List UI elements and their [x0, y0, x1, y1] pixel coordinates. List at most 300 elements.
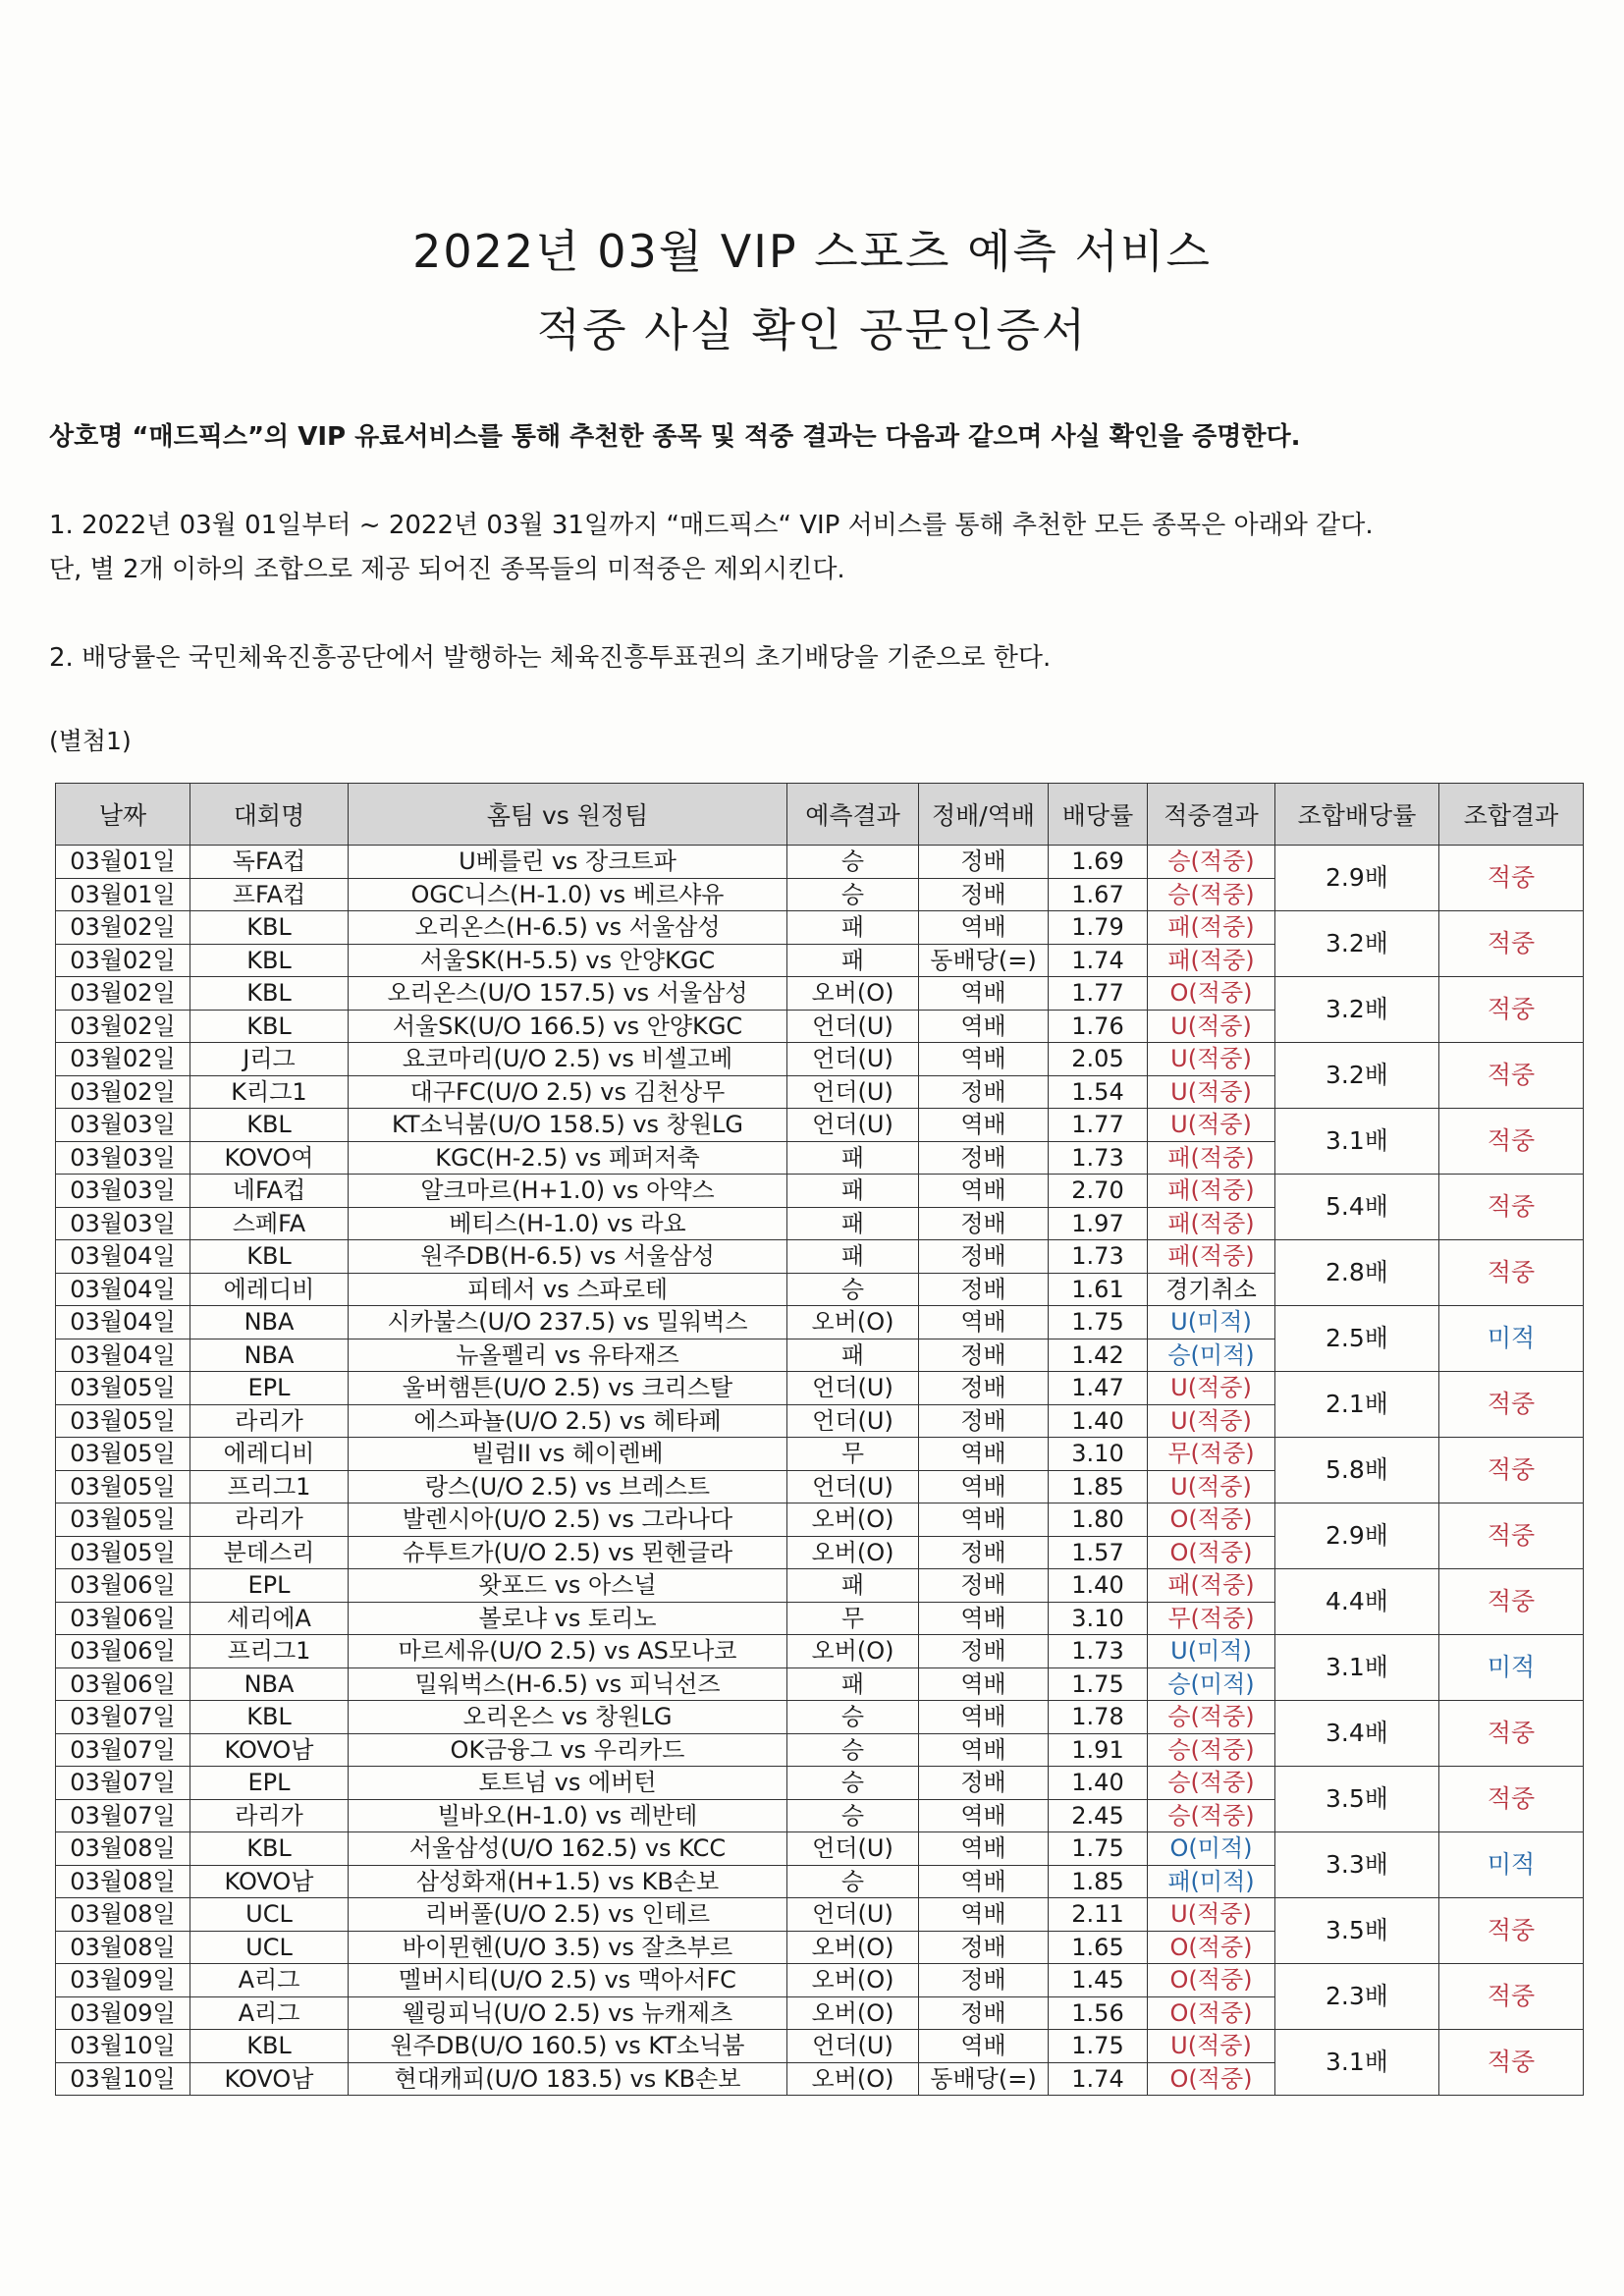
header-favorite: 정배/역배 — [919, 784, 1049, 846]
row-match: KGC(H-2.5) vs 페퍼저축 — [349, 1141, 787, 1175]
row-match: 멜버시티(U/O 2.5) vs 맥아서FC — [349, 1964, 787, 1997]
row-date: 03월02일 — [56, 977, 190, 1011]
combo-result: 적중 — [1439, 1438, 1584, 1503]
row-pick: 패 — [787, 1667, 919, 1701]
combo-result: 미적 — [1439, 1832, 1584, 1898]
row-date: 03월01일 — [56, 878, 190, 911]
row-odds: 1.45 — [1049, 1964, 1148, 1997]
row-pick: 언더(U) — [787, 1075, 919, 1109]
row-match: 에스파뇰(U/O 2.5) vs 헤타페 — [349, 1404, 787, 1438]
row-date: 03월09일 — [56, 1996, 190, 2030]
row-pick: 언더(U) — [787, 1372, 919, 1405]
row-odds: 1.67 — [1049, 878, 1148, 911]
row-date: 03월05일 — [56, 1536, 190, 1569]
row-odds: 2.05 — [1049, 1043, 1148, 1076]
row-odds: 1.77 — [1049, 1109, 1148, 1142]
row-favorite: 역배 — [919, 1733, 1049, 1767]
combo-result: 적중 — [1439, 1701, 1584, 1767]
row-league: UCL — [190, 1898, 349, 1932]
row-odds: 1.77 — [1049, 977, 1148, 1011]
row-favorite: 동배당(=) — [919, 2062, 1049, 2096]
combo-odds: 2.8배 — [1275, 1240, 1439, 1306]
combo-odds: 3.1배 — [1275, 2030, 1439, 2096]
row-odds: 1.61 — [1049, 1273, 1148, 1306]
row-date: 03월02일 — [56, 1010, 190, 1043]
row-pick: 오버(O) — [787, 1503, 919, 1537]
row-date: 03월08일 — [56, 1931, 190, 1964]
row-match: 웰링피닉(U/O 2.5) vs 뉴캐제츠 — [349, 1996, 787, 2030]
row-match: 피테서 vs 스파로테 — [349, 1273, 787, 1306]
combo-result: 적중 — [1439, 1898, 1584, 1964]
table-row — [56, 1964, 1584, 1997]
header-result: 적중결과 — [1148, 784, 1275, 846]
table-row — [56, 1372, 1584, 1405]
row-date: 03월05일 — [56, 1470, 190, 1503]
row-league: 분데스리 — [190, 1536, 349, 1569]
document-title: 2022년 03월 VIP 스포츠 예측 서비스 — [412, 225, 1212, 278]
row-match: 오리온스 vs 창원LG — [349, 1701, 787, 1734]
row-favorite: 역배 — [919, 1503, 1049, 1537]
combo-odds: 3.3배 — [1275, 1832, 1439, 1898]
row-favorite: 정배 — [919, 1141, 1049, 1175]
row-match: 발렌시아(U/O 2.5) vs 그라나다 — [349, 1503, 787, 1537]
row-league: KBL — [190, 911, 349, 945]
combo-result: 적중 — [1439, 1503, 1584, 1569]
row-match: 서울SK(U/O 166.5) vs 안양KGC — [349, 1010, 787, 1043]
row-favorite: 역배 — [919, 1667, 1049, 1701]
row-league: KBL — [190, 1701, 349, 1734]
table-row — [56, 1767, 1584, 1800]
row-league: KBL — [190, 1109, 349, 1142]
combo-odds: 3.1배 — [1275, 1109, 1439, 1175]
row-favorite: 정배 — [919, 1372, 1049, 1405]
row-favorite: 역배 — [919, 1306, 1049, 1339]
row-match: 서울SK(H-5.5) vs 안양KGC — [349, 944, 787, 977]
row-pick: 패 — [787, 1141, 919, 1175]
row-date: 03월04일 — [56, 1306, 190, 1339]
row-league: 독FA컵 — [190, 846, 349, 879]
row-pick: 오버(O) — [787, 977, 919, 1011]
row-league: NBA — [190, 1667, 349, 1701]
row-result: 승(미적) — [1148, 1339, 1275, 1372]
row-favorite: 정배 — [919, 1075, 1049, 1109]
combo-result: 적중 — [1439, 1569, 1584, 1635]
row-league: KBL — [190, 1832, 349, 1866]
row-favorite: 역배 — [919, 1470, 1049, 1503]
combo-result: 적중 — [1439, 1175, 1584, 1240]
row-match: 밀워벅스(H-6.5) vs 피닉선즈 — [349, 1667, 787, 1701]
row-odds: 3.10 — [1049, 1438, 1148, 1471]
row-pick: 패 — [787, 944, 919, 977]
row-result: U(적중) — [1148, 2030, 1275, 2063]
row-favorite: 역배 — [919, 1799, 1049, 1832]
row-result: 무(적중) — [1148, 1438, 1275, 1471]
row-favorite: 정배 — [919, 1404, 1049, 1438]
row-result: O(적중) — [1148, 1931, 1275, 1964]
row-result: 경기취소 — [1148, 1273, 1275, 1306]
row-result: O(적중) — [1148, 1996, 1275, 2030]
row-result: U(미적) — [1148, 1635, 1275, 1668]
combo-odds: 2.9배 — [1275, 1503, 1439, 1569]
row-favorite: 동배당(=) — [919, 944, 1049, 977]
row-result: O(미적) — [1148, 1832, 1275, 1866]
combo-result: 적중 — [1439, 1240, 1584, 1306]
row-league: 세리에A — [190, 1602, 349, 1635]
row-date: 03월08일 — [56, 1865, 190, 1898]
row-odds: 1.40 — [1049, 1767, 1148, 1800]
row-date: 03월04일 — [56, 1339, 190, 1372]
row-date: 03월03일 — [56, 1141, 190, 1175]
table-row — [56, 1109, 1584, 1142]
row-date: 03월03일 — [56, 1109, 190, 1142]
row-favorite: 정배 — [919, 1569, 1049, 1603]
row-date: 03월06일 — [56, 1602, 190, 1635]
row-result: U(적중) — [1148, 1010, 1275, 1043]
row-favorite: 정배 — [919, 878, 1049, 911]
row-league: 프FA컵 — [190, 878, 349, 911]
row-pick: 언더(U) — [787, 1470, 919, 1503]
header-combo-result: 조합결과 — [1439, 784, 1584, 846]
header-date: 날짜 — [56, 784, 190, 846]
row-pick: 오버(O) — [787, 1931, 919, 1964]
combo-odds: 3.5배 — [1275, 1898, 1439, 1964]
row-result: 승(미적) — [1148, 1667, 1275, 1701]
row-odds: 2.45 — [1049, 1799, 1148, 1832]
combo-odds: 3.2배 — [1275, 1043, 1439, 1109]
row-pick: 승 — [787, 1799, 919, 1832]
table-row — [56, 977, 1584, 1011]
row-pick: 오버(O) — [787, 1964, 919, 1997]
row-favorite: 역배 — [919, 2030, 1049, 2063]
combo-odds: 3.2배 — [1275, 911, 1439, 977]
row-pick: 패 — [787, 1240, 919, 1274]
row-favorite: 역배 — [919, 1898, 1049, 1932]
header-odds: 배당률 — [1049, 784, 1148, 846]
row-match: 볼로냐 vs 토리노 — [349, 1602, 787, 1635]
row-odds: 1.40 — [1049, 1569, 1148, 1603]
row-league: 라리가 — [190, 1503, 349, 1537]
row-result: O(적중) — [1148, 977, 1275, 1011]
row-odds: 2.11 — [1049, 1898, 1148, 1932]
row-pick: 언더(U) — [787, 1404, 919, 1438]
row-odds: 1.57 — [1049, 1536, 1148, 1569]
row-match: 마르세유(U/O 2.5) vs AS모나코 — [349, 1635, 787, 1668]
row-odds: 1.69 — [1049, 846, 1148, 879]
row-result: U(적중) — [1148, 1372, 1275, 1405]
row-odds: 1.79 — [1049, 911, 1148, 945]
combo-result: 적중 — [1439, 2030, 1584, 2096]
table-row — [56, 1569, 1584, 1603]
row-favorite: 역배 — [919, 1701, 1049, 1734]
row-odds: 1.78 — [1049, 1701, 1148, 1734]
row-result: O(적중) — [1148, 1964, 1275, 1997]
row-result: U(적중) — [1148, 1404, 1275, 1438]
row-favorite: 정배 — [919, 1536, 1049, 1569]
row-pick: 승 — [787, 1273, 919, 1306]
row-match: 빌바오(H-1.0) vs 레반테 — [349, 1799, 787, 1832]
combo-odds: 5.8배 — [1275, 1438, 1439, 1503]
row-pick: 언더(U) — [787, 1109, 919, 1142]
row-result: U(적중) — [1148, 1470, 1275, 1503]
row-pick: 오버(O) — [787, 1635, 919, 1668]
row-date: 03월07일 — [56, 1701, 190, 1734]
row-pick: 승 — [787, 846, 919, 879]
row-odds: 1.75 — [1049, 1832, 1148, 1866]
row-odds: 1.75 — [1049, 1306, 1148, 1339]
row-match: 뉴올펠리 vs 유타재즈 — [349, 1339, 787, 1372]
row-date: 03월07일 — [56, 1767, 190, 1800]
row-favorite: 역배 — [919, 1602, 1049, 1635]
row-match: 바이뮌헨(U/O 3.5) vs 잘츠부르 — [349, 1931, 787, 1964]
row-date: 03월05일 — [56, 1404, 190, 1438]
table-row — [56, 2030, 1584, 2063]
row-date: 03월02일 — [56, 1043, 190, 1076]
row-league: EPL — [190, 1767, 349, 1800]
row-pick: 승 — [787, 1733, 919, 1767]
row-odds: 1.54 — [1049, 1075, 1148, 1109]
row-odds: 1.42 — [1049, 1339, 1148, 1372]
row-pick: 패 — [787, 1339, 919, 1372]
row-result: 패(적중) — [1148, 1569, 1275, 1603]
table-row — [56, 1898, 1584, 1932]
row-match: 왓포드 vs 아스널 — [349, 1569, 787, 1603]
row-favorite: 역배 — [919, 1010, 1049, 1043]
row-date: 03월10일 — [56, 2030, 190, 2063]
table-row — [56, 1043, 1584, 1076]
combo-result: 적중 — [1439, 1372, 1584, 1438]
row-favorite: 역배 — [919, 1043, 1049, 1076]
row-result: 패(적중) — [1148, 944, 1275, 977]
row-date: 03월06일 — [56, 1635, 190, 1668]
row-result: 승(적중) — [1148, 1767, 1275, 1800]
table-row — [56, 1832, 1584, 1866]
combo-odds: 3.1배 — [1275, 1635, 1439, 1701]
row-date: 03월01일 — [56, 846, 190, 879]
row-result: U(적중) — [1148, 1075, 1275, 1109]
row-match: OGC니스(H-1.0) vs 베르샤유 — [349, 878, 787, 911]
row-pick: 승 — [787, 878, 919, 911]
combo-result: 적중 — [1439, 1767, 1584, 1832]
row-odds: 1.97 — [1049, 1207, 1148, 1240]
row-league: EPL — [190, 1569, 349, 1603]
results-table — [55, 783, 1584, 2096]
row-match: 시카불스(U/O 237.5) vs 밀워벅스 — [349, 1306, 787, 1339]
row-odds: 1.74 — [1049, 2062, 1148, 2096]
row-date: 03월09일 — [56, 1964, 190, 1997]
row-pick: 무 — [787, 1438, 919, 1471]
row-odds: 1.80 — [1049, 1503, 1148, 1537]
combo-odds: 5.4배 — [1275, 1175, 1439, 1240]
row-favorite: 역배 — [919, 1832, 1049, 1866]
row-date: 03월04일 — [56, 1240, 190, 1274]
header-pick: 예측결과 — [787, 784, 919, 846]
row-match: 현대캐피(U/O 183.5) vs KB손보 — [349, 2062, 787, 2096]
row-odds: 1.73 — [1049, 1141, 1148, 1175]
row-league: 라리가 — [190, 1404, 349, 1438]
row-result: 승(적중) — [1148, 846, 1275, 879]
combo-result: 적중 — [1439, 1109, 1584, 1175]
row-league: A리그 — [190, 1996, 349, 2030]
combo-odds: 2.9배 — [1275, 846, 1439, 911]
row-odds: 1.73 — [1049, 1635, 1148, 1668]
row-odds: 1.56 — [1049, 1996, 1148, 2030]
row-result: 패(적중) — [1148, 1175, 1275, 1208]
row-pick: 패 — [787, 1175, 919, 1208]
row-favorite: 역배 — [919, 1109, 1049, 1142]
row-favorite: 정배 — [919, 1240, 1049, 1274]
row-league: 에레디비 — [190, 1438, 349, 1471]
attachment-label: (별첨1) — [49, 727, 132, 755]
row-favorite: 정배 — [919, 1964, 1049, 1997]
row-league: KBL — [190, 2030, 349, 2063]
row-match: KT소닉붐(U/O 158.5) vs 창원LG — [349, 1109, 787, 1142]
row-result: 승(적중) — [1148, 878, 1275, 911]
row-pick: 승 — [787, 1767, 919, 1800]
row-match: 울버햄튼(U/O 2.5) vs 크리스탈 — [349, 1372, 787, 1405]
row-result: O(적중) — [1148, 2062, 1275, 2096]
row-result: U(적중) — [1148, 1109, 1275, 1142]
row-date: 03월03일 — [56, 1175, 190, 1208]
row-odds: 1.40 — [1049, 1404, 1148, 1438]
row-match: 랑스(U/O 2.5) vs 브레스트 — [349, 1470, 787, 1503]
row-date: 03월05일 — [56, 1438, 190, 1471]
row-pick: 언더(U) — [787, 1898, 919, 1932]
combo-result: 적중 — [1439, 1964, 1584, 2030]
row-league: K리그1 — [190, 1075, 349, 1109]
row-league: KOVO여 — [190, 1141, 349, 1175]
row-favorite: 정배 — [919, 1996, 1049, 2030]
row-favorite: 정배 — [919, 1207, 1049, 1240]
row-match: 오리온스(U/O 157.5) vs 서울삼성 — [349, 977, 787, 1011]
row-result: 승(적중) — [1148, 1799, 1275, 1832]
row-odds: 3.10 — [1049, 1602, 1148, 1635]
row-pick: 오버(O) — [787, 1306, 919, 1339]
row-date: 03월06일 — [56, 1569, 190, 1603]
row-result: O(적중) — [1148, 1503, 1275, 1537]
table-row — [56, 846, 1584, 879]
row-favorite: 정배 — [919, 1767, 1049, 1800]
row-odds: 1.65 — [1049, 1931, 1148, 1964]
row-date: 03월05일 — [56, 1372, 190, 1405]
row-pick: 패 — [787, 1569, 919, 1603]
row-pick: 언더(U) — [787, 1010, 919, 1043]
combo-odds: 4.4배 — [1275, 1569, 1439, 1635]
table-row — [56, 1635, 1584, 1668]
row-pick: 승 — [787, 1865, 919, 1898]
row-result: 패(미적) — [1148, 1865, 1275, 1898]
combo-odds: 2.3배 — [1275, 1964, 1439, 2030]
row-league: KBL — [190, 1010, 349, 1043]
table-row — [56, 911, 1584, 945]
row-result: 패(적중) — [1148, 1207, 1275, 1240]
row-result: U(적중) — [1148, 1043, 1275, 1076]
row-date: 03월02일 — [56, 1075, 190, 1109]
row-favorite: 역배 — [919, 977, 1049, 1011]
table-row — [56, 1175, 1584, 1208]
row-league: KBL — [190, 944, 349, 977]
row-league: EPL — [190, 1372, 349, 1405]
combo-odds: 2.5배 — [1275, 1306, 1439, 1372]
row-result: O(적중) — [1148, 1536, 1275, 1569]
row-odds: 1.91 — [1049, 1733, 1148, 1767]
combo-result: 적중 — [1439, 977, 1584, 1043]
row-date: 03월08일 — [56, 1832, 190, 1866]
row-league: KBL — [190, 1240, 349, 1274]
header-league: 대회명 — [190, 784, 349, 846]
row-match: 원주DB(U/O 160.5) vs KT소닉붐 — [349, 2030, 787, 2063]
row-pick: 승 — [787, 1701, 919, 1734]
row-league: 스페FA — [190, 1207, 349, 1240]
row-result: 패(적중) — [1148, 1240, 1275, 1274]
row-favorite: 역배 — [919, 1865, 1049, 1898]
row-date: 03월07일 — [56, 1733, 190, 1767]
row-result: 승(적중) — [1148, 1733, 1275, 1767]
table-header-row — [56, 784, 1584, 846]
row-date: 03월02일 — [56, 911, 190, 945]
table-row — [56, 1503, 1584, 1537]
row-league: 프리그1 — [190, 1635, 349, 1668]
row-league: 에레디비 — [190, 1273, 349, 1306]
row-league: UCL — [190, 1931, 349, 1964]
row-favorite: 정배 — [919, 846, 1049, 879]
header-combo-odds: 조합배당률 — [1275, 784, 1439, 846]
row-favorite: 역배 — [919, 911, 1049, 945]
row-result: U(적중) — [1148, 1898, 1275, 1932]
row-pick: 언더(U) — [787, 2030, 919, 2063]
row-date: 03월08일 — [56, 1898, 190, 1932]
header-match: 홈팀 vs 원정팀 — [349, 784, 787, 846]
row-league: 네FA컵 — [190, 1175, 349, 1208]
table-row — [56, 1438, 1584, 1471]
row-league: 프리그1 — [190, 1470, 349, 1503]
row-pick: 언더(U) — [787, 1832, 919, 1866]
row-favorite: 정배 — [919, 1339, 1049, 1372]
combo-odds: 3.5배 — [1275, 1767, 1439, 1832]
row-league: KOVO남 — [190, 2062, 349, 2096]
combo-result: 적중 — [1439, 846, 1584, 911]
row-match: 슈투트가(U/O 2.5) vs 묀헨글라 — [349, 1536, 787, 1569]
row-match: OK금융그 vs 우리카드 — [349, 1733, 787, 1767]
document-subtitle: 적중 사실 확인 공문인증서 — [536, 303, 1088, 356]
row-match: 알크마르(H+1.0) vs 아약스 — [349, 1175, 787, 1208]
row-match: 요코마리(U/O 2.5) vs 비셀고베 — [349, 1043, 787, 1076]
row-league: NBA — [190, 1306, 349, 1339]
row-pick: 오버(O) — [787, 1996, 919, 2030]
combo-result: 적중 — [1439, 1043, 1584, 1109]
row-odds: 1.85 — [1049, 1470, 1148, 1503]
row-favorite: 역배 — [919, 1175, 1049, 1208]
row-result: 무(적중) — [1148, 1602, 1275, 1635]
row-league: NBA — [190, 1339, 349, 1372]
row-favorite: 정배 — [919, 1273, 1049, 1306]
row-league: KOVO남 — [190, 1865, 349, 1898]
row-odds: 1.73 — [1049, 1240, 1148, 1274]
table-row — [56, 1306, 1584, 1339]
row-match: 서울삼성(U/O 162.5) vs KCC — [349, 1832, 787, 1866]
row-odds: 1.47 — [1049, 1372, 1148, 1405]
row-match: 빌럼II vs 헤이렌베 — [349, 1438, 787, 1471]
row-pick: 오버(O) — [787, 2062, 919, 2096]
row-result: 승(적중) — [1148, 1701, 1275, 1734]
combo-result: 미적 — [1439, 1306, 1584, 1372]
row-date: 03월02일 — [56, 944, 190, 977]
combo-result: 적중 — [1439, 911, 1584, 977]
row-league: A리그 — [190, 1964, 349, 1997]
clause-1-line-1: 1. 2022년 03월 01일부터 ~ 2022년 03월 31일까지 “매드픽스“ VIP 서비스를 통해 추천한 모든 종목은 아래와 같다. — [49, 511, 1374, 540]
row-match: 삼성화재(H+1.5) vs KB손보 — [349, 1865, 787, 1898]
row-match: 리버풀(U/O 2.5) vs 인테르 — [349, 1898, 787, 1932]
row-result: U(미적) — [1148, 1306, 1275, 1339]
